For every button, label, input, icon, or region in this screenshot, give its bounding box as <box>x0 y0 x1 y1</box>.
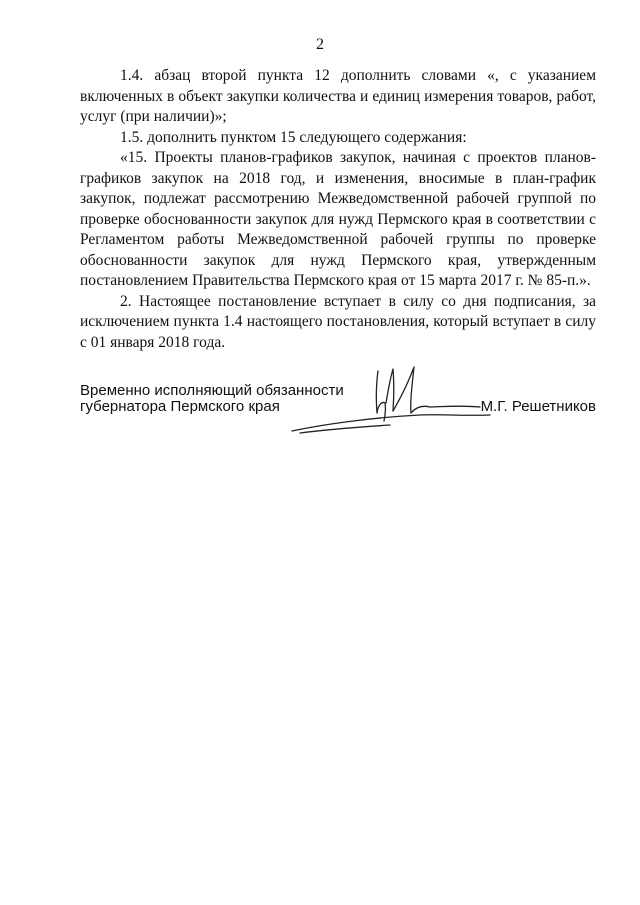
document-body <box>80 66 596 353</box>
paragraph-2: 2. Настоящее постановление вступает в силу со дня подписания, за исключением пункта 1.4 настоящего постановления, который вступает в силу с 01 января 2018 года. <box>80 292 596 351</box>
paragraph-1-4: 1.4. абзац второй пункта 12 дополнить словами «, с указанием включенных в объект закупки количества и единиц измерения товаров, работ, услуг (при наличии)»; <box>80 67 596 125</box>
paragraph-1-5: 1.5. дополнить пунктом 15 следующего содержания: <box>120 128 467 146</box>
paragraph-15: «15. Проекты планов-графиков закупок, начиная с проектов планов-графиков закупок на 2018 год, и изменения, вносимые в план-график закупок, подлежат рассмотрению Межведомственной рабочей группой по проверке обоснованности закупок для нужд Пермского края в соответствии с Регламентом работы Межведомственной рабочей группы по проверке обоснованности закупок для нужд Пермского края, утвержденным постановлением Правительства Пермского края от 15 марта 2017 г. № 85-п.». <box>80 149 596 289</box>
page-number: 2 <box>316 36 324 53</box>
signatory-name: М.Г. Решетников <box>480 398 596 415</box>
signatory-position-line1: Временно исполняющий обязанности <box>80 382 344 399</box>
signatory-position-line2: губернатора Пермского края <box>80 398 280 415</box>
signature-block <box>80 383 596 443</box>
handwritten-signature <box>290 361 500 441</box>
